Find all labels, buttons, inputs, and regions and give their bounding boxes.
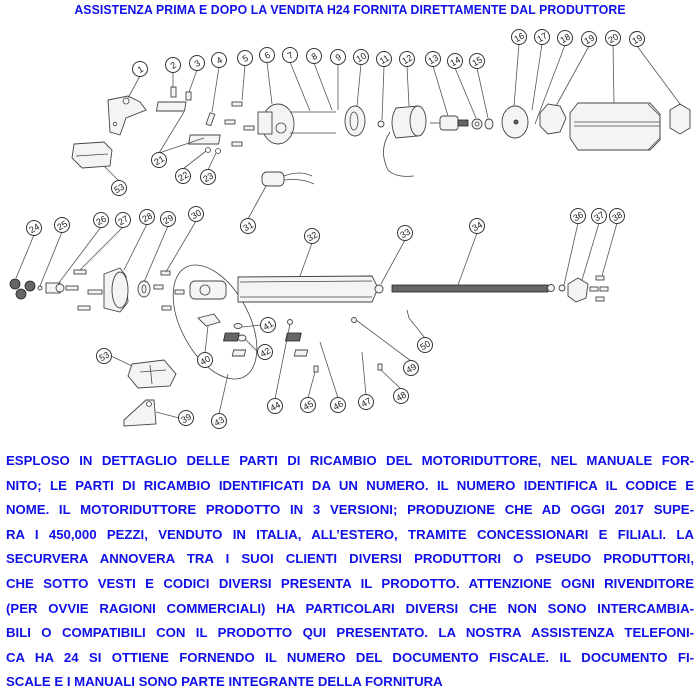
svg-text:19: 19 xyxy=(630,32,645,47)
gasket-part-19-left xyxy=(540,104,566,134)
svg-text:37: 37 xyxy=(592,209,607,224)
flange-part-6 xyxy=(258,104,294,144)
svg-text:42: 42 xyxy=(258,345,273,360)
svg-text:9: 9 xyxy=(333,51,343,64)
gear-housing-part-28 xyxy=(104,268,128,312)
callout-part-15 xyxy=(470,54,485,69)
callout-part-20 xyxy=(606,31,621,46)
svg-text:20: 20 xyxy=(606,31,621,46)
svg-text:53: 53 xyxy=(97,349,112,364)
callout-part-37 xyxy=(592,209,607,224)
shaft-part-34 xyxy=(392,285,555,293)
part-number-callouts xyxy=(27,30,645,429)
callout-part-38 xyxy=(610,209,625,224)
callout-part-53 xyxy=(112,181,127,196)
svg-text:46: 46 xyxy=(331,398,346,413)
svg-text:22: 22 xyxy=(176,169,191,184)
svg-text:17: 17 xyxy=(535,30,550,45)
description-line: RA I 450,000 PEZZI, VENDUTO IN ITALIA, ALL’ESTERO, TRAMITE CONCESSIONARI E FILIALI. LA xyxy=(6,526,694,542)
callout-part-19 xyxy=(582,32,597,47)
callout-part-27 xyxy=(116,213,131,228)
washer-part-11 xyxy=(378,121,384,127)
svg-text:16: 16 xyxy=(512,30,527,45)
svg-text:13: 13 xyxy=(426,52,441,67)
svg-text:38: 38 xyxy=(610,209,625,224)
svg-text:33: 33 xyxy=(398,226,413,241)
callout-part-48 xyxy=(394,389,409,404)
callout-part-39 xyxy=(179,411,194,426)
callout-part-45 xyxy=(301,398,316,413)
callout-part-19 xyxy=(630,32,645,47)
gasket-part-19-right xyxy=(670,104,690,134)
end-plate-part-36-37 xyxy=(559,278,588,302)
svg-text:36: 36 xyxy=(571,209,586,224)
gear-cap-part-16 xyxy=(502,106,528,138)
svg-text:40: 40 xyxy=(198,353,213,368)
description-line: BILI O COMPATIBILI CON IL PRODOTTO QUI PRESENTATO. LA NOSTRA ASSISTENZA TELEFONI- xyxy=(6,625,694,641)
tube-part-32 xyxy=(238,276,378,302)
callout-part-4 xyxy=(212,53,227,68)
svg-text:24: 24 xyxy=(27,221,42,236)
callout-part-12 xyxy=(400,52,415,67)
description-line: NITO; LE PARTI DI RICAMBIO IDENTIFICATI DA UN NUMERO. IL NUMERO IDENTIFICA IL CODICE E xyxy=(6,477,694,493)
rotor-part-13 xyxy=(430,116,468,130)
description-line: NOME. IL MOTORIDUTTORE PRODOTTO IN 3 VERSIONI; PRODUZIONE CHE AD OGGI 2017 SUPE- xyxy=(6,502,694,518)
svg-text:18: 18 xyxy=(558,31,573,46)
callout-part-36 xyxy=(571,209,586,224)
callout-part-46 xyxy=(331,398,346,413)
svg-text:1: 1 xyxy=(135,63,145,76)
svg-text:21: 21 xyxy=(152,153,167,168)
callout-part-40 xyxy=(198,353,213,368)
description-text xyxy=(6,449,694,695)
cover-part-53-top xyxy=(72,142,112,168)
callout-part-41 xyxy=(261,318,276,333)
svg-text:23: 23 xyxy=(201,170,216,185)
callout-part-6 xyxy=(260,48,275,63)
callout-part-17 xyxy=(535,30,550,45)
callout-part-1 xyxy=(133,62,148,77)
svg-text:14: 14 xyxy=(448,54,463,69)
svg-text:49: 49 xyxy=(404,361,419,376)
svg-text:41: 41 xyxy=(261,318,276,333)
svg-text:4: 4 xyxy=(214,54,224,67)
callout-part-25 xyxy=(55,218,70,233)
svg-text:3: 3 xyxy=(192,57,202,70)
callout-part-34 xyxy=(470,219,485,234)
callout-part-29 xyxy=(161,212,176,227)
svg-text:2: 2 xyxy=(168,59,178,72)
rods-part-7 xyxy=(290,112,336,133)
callout-part-30 xyxy=(189,207,204,222)
callout-part-53 xyxy=(97,349,112,364)
callout-part-7 xyxy=(283,48,298,63)
description-line: ESPLOSO IN DETTAGLIO DELLE PARTI DI RICAMBIO DEL MOTORIDUTTORE, NEL MANUALE FOR- xyxy=(6,453,694,468)
callout-part-18 xyxy=(558,31,573,46)
callout-part-10 xyxy=(354,50,369,65)
callout-part-23 xyxy=(201,170,216,185)
bearings-part-14-15 xyxy=(472,119,493,129)
svg-text:34: 34 xyxy=(470,219,485,234)
svg-text:11: 11 xyxy=(377,52,391,67)
callout-part-33 xyxy=(398,226,413,241)
bearing-part-29 xyxy=(138,281,150,297)
svg-text:27: 27 xyxy=(116,213,131,228)
svg-text:12: 12 xyxy=(400,52,415,67)
screws-part-38 xyxy=(590,276,608,301)
svg-text:53: 53 xyxy=(112,181,127,196)
callout-part-32 xyxy=(305,229,320,244)
callout-part-11 xyxy=(377,52,392,67)
callout-part-16 xyxy=(512,30,527,45)
end-cap-part-10 xyxy=(345,106,365,136)
screws-part-30 xyxy=(154,271,184,310)
callout-part-43 xyxy=(212,414,227,429)
callout-part-14 xyxy=(448,54,463,69)
callout-part-42 xyxy=(258,345,273,360)
svg-text:44: 44 xyxy=(268,399,283,414)
svg-text:29: 29 xyxy=(161,212,176,227)
tube-part-20 xyxy=(570,103,660,150)
exploded-parts-diagram xyxy=(0,22,700,442)
svg-text:5: 5 xyxy=(240,52,250,65)
nuts-part-24 xyxy=(10,279,35,299)
callout-part-21 xyxy=(152,153,167,168)
description-line: SCALE E I MANUALI SONO PARTE INTEGRANTE DELLA FORNITURA xyxy=(6,674,443,690)
callout-part-28 xyxy=(140,210,155,225)
svg-text:6: 6 xyxy=(262,49,272,62)
callout-part-31 xyxy=(241,219,256,234)
bracket-part-1 xyxy=(108,96,146,135)
callout-part-47 xyxy=(359,395,374,410)
callout-part-50 xyxy=(418,338,433,353)
coupler-part-26 xyxy=(46,283,64,293)
callout-part-26 xyxy=(94,213,109,228)
description-line: SECURVERA ANNOVERA TRA I SUOI CLIENTI DIVERSI PRODUTTORI O PSEUDO PRODUTTORI, xyxy=(6,551,694,567)
callout-part-8 xyxy=(307,49,322,64)
svg-text:43: 43 xyxy=(212,414,227,429)
svg-text:7: 7 xyxy=(285,49,295,62)
svg-text:30: 30 xyxy=(189,207,204,222)
svg-text:32: 32 xyxy=(305,229,320,244)
svg-text:39: 39 xyxy=(179,411,194,426)
svg-text:47: 47 xyxy=(359,395,374,410)
svg-text:31: 31 xyxy=(241,219,256,234)
svg-text:19: 19 xyxy=(582,32,597,47)
svg-text:48: 48 xyxy=(394,389,409,404)
svg-text:25: 25 xyxy=(55,218,70,233)
bracket-part-39 xyxy=(124,400,156,426)
svg-text:15: 15 xyxy=(470,54,485,69)
capacitor-part-31 xyxy=(262,172,314,186)
callout-part-9 xyxy=(331,50,346,65)
page-header-title: ASSISTENZA PRIMA E DOPO LA VENDITA H24 FORNITA DIRETTAMENTE DAL PRODUTTORE xyxy=(74,2,626,17)
cover-part-53-bottom xyxy=(128,360,176,388)
description-line: CHE SOTTO VESTI E CODICI DIVERSI PRESENTA IL PRODOTTO. ATTENZIONE OGNI RIVENDITORE xyxy=(6,575,694,591)
description-line: CA HA 24 SI OTTIENE FORNENDO IL NUMERO DEL DOCUMENTO FISCALE. IL DOCUMENTO FI- xyxy=(6,649,694,665)
callout-part-22 xyxy=(176,169,191,184)
svg-text:8: 8 xyxy=(309,50,319,63)
callout-part-2 xyxy=(166,58,181,73)
callout-part-5 xyxy=(238,51,253,66)
callout-part-3 xyxy=(190,56,205,71)
washer-part-33 xyxy=(375,285,383,293)
callout-part-49 xyxy=(404,361,419,376)
callout-part-44 xyxy=(268,399,283,414)
screws-part-27 xyxy=(66,270,102,310)
svg-text:50: 50 xyxy=(418,338,433,353)
callout-part-24 xyxy=(27,221,42,236)
description-line: (PER OVVIE RAGIONI COMMERCIALI) HA PARTICOLARI DIVERSI CHE NON SONO INTERCAMBIA- xyxy=(6,600,694,616)
svg-text:10: 10 xyxy=(354,50,369,65)
washer-part-25 xyxy=(38,286,42,290)
svg-text:26: 26 xyxy=(94,213,109,228)
svg-text:28: 28 xyxy=(140,210,155,225)
callout-part-13 xyxy=(426,52,441,67)
svg-text:45: 45 xyxy=(301,398,316,413)
motor-housing-part-12 xyxy=(383,106,426,176)
